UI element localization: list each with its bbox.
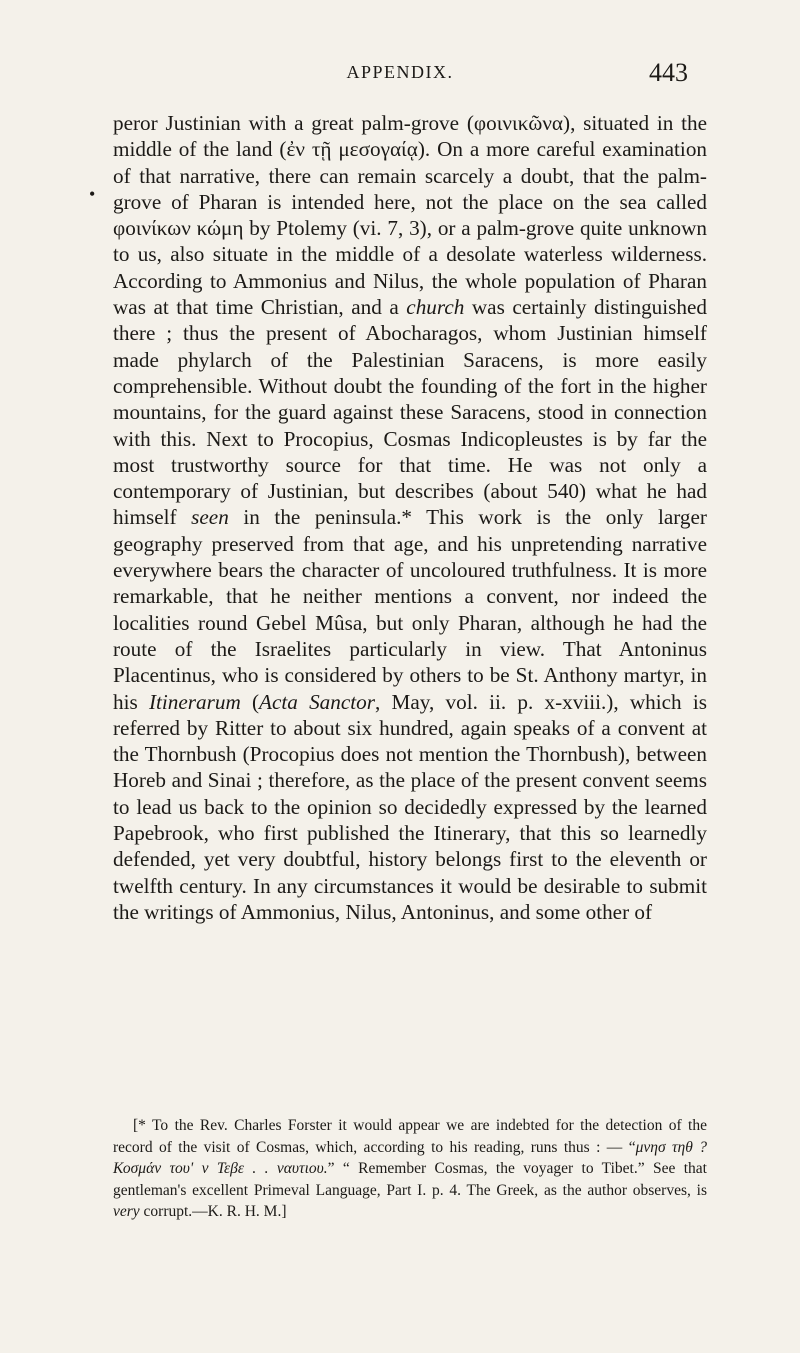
text-run: corrupt.—K. R. H. M.] (139, 1203, 287, 1221)
text-run: in the peninsula.* This work is the only larger geography preserved from that age, and his unpretending narrative everywhere bears the character of uncoloured truthfulness. It is more remarkable, that he neither mentions a convent, nor indeed the localities round Gebel Mûsa, but only Pharan, although he had the route of the Israelites particularly in view. That Antoninus Placentinus, who is considered by others to be St. Anthony martyr, in his (113, 505, 707, 714)
text-run: ), situated in the middle of the land ( (113, 111, 707, 162)
greek-text: φοινίκων κώμη (113, 216, 244, 241)
text-run: ). On a more careful examination of that narrative, there can remain scarcely a doubt, that the palm-grove of Pharan is intended here, not the place on the sea called (113, 137, 708, 214)
running-head: APPENDIX. (346, 62, 454, 82)
main-text (113, 110, 707, 925)
greek-text: φοινικῶνα (473, 111, 564, 135)
text-run: was certainly distinguished there ; thus the present of Abocharagos, whom Justinian himself made phylarch of the Palestinian Saracens, is more easily comprehensible. Without doubt the founding of the fort in the higher mountains, for the guard against these Saracens, stood in connection with this. Next to Procopius, Cosmas Indicopleustes is by far the most trustworthy source for that time. He was not only a contemporary of Justinian, but describes (about 540) what he had himself (113, 295, 707, 530)
margin-mark: • (89, 184, 96, 204)
emphasis: Acta Sanctor (259, 689, 376, 714)
text-run: , May, vol. ii. p. x-xviii.), which is referred by Ritter to about six hundred, again speaks of a convent at the Thornbush (Procopius does not mention the Thornbush), between Horeb and Sinai ; therefore, as the place of the present convent seems to lead us back to the opinion so decidedly expressed by the learned Papebrook, who first published the Itinerary, that this so learnedly defended, yet very doubtful, history belongs first to the eleventh or twelfth century. In any circumstances it would be desirable to submit the writings of Ammonius, Nilus, Antoninus, and some other of (113, 689, 707, 924)
text-run: [* To the Rev. Charles Forster it would appear we are indebted for the detection of the record of the visit of Cosmas, which, according to his reading, runs thus : — “ (113, 1117, 707, 1156)
greek-text: μνησ τηθ ? Κοσμάν του' ν Τεβε . . ναυτιου. (113, 1138, 707, 1178)
body-paragraph (113, 110, 707, 925)
page-number: 443 (649, 58, 688, 87)
footnote-paragraph (113, 1115, 707, 1223)
emphasis: church (406, 295, 465, 320)
emphasis: very (113, 1203, 140, 1221)
footnote (113, 1115, 707, 1223)
emphasis: Itinerarum (148, 689, 241, 714)
emphasis: seen (191, 505, 229, 530)
text-run: peror Justinian with a great palm-grove ( (113, 111, 474, 135)
text-run: by Ptolemy (vi. 7, 3), or a palm-grove quite unknown to us, also situate in the middle of a desolate waterless wilderness. According to Ammonius and Nilus, the whole population of Pharan was at that time Christian, and a (113, 216, 707, 320)
text-run: ” “ Remember Cosmas, the voyager to Tibet.” See that gentleman's excellent Primeval Language, Part I. p. 4. The Greek, as the author observes, is (113, 1160, 707, 1199)
text-run: ( (240, 689, 260, 714)
page-header (0, 58, 800, 92)
greek-text: ἐν τῇ μεσογαίᾳ (286, 137, 418, 162)
